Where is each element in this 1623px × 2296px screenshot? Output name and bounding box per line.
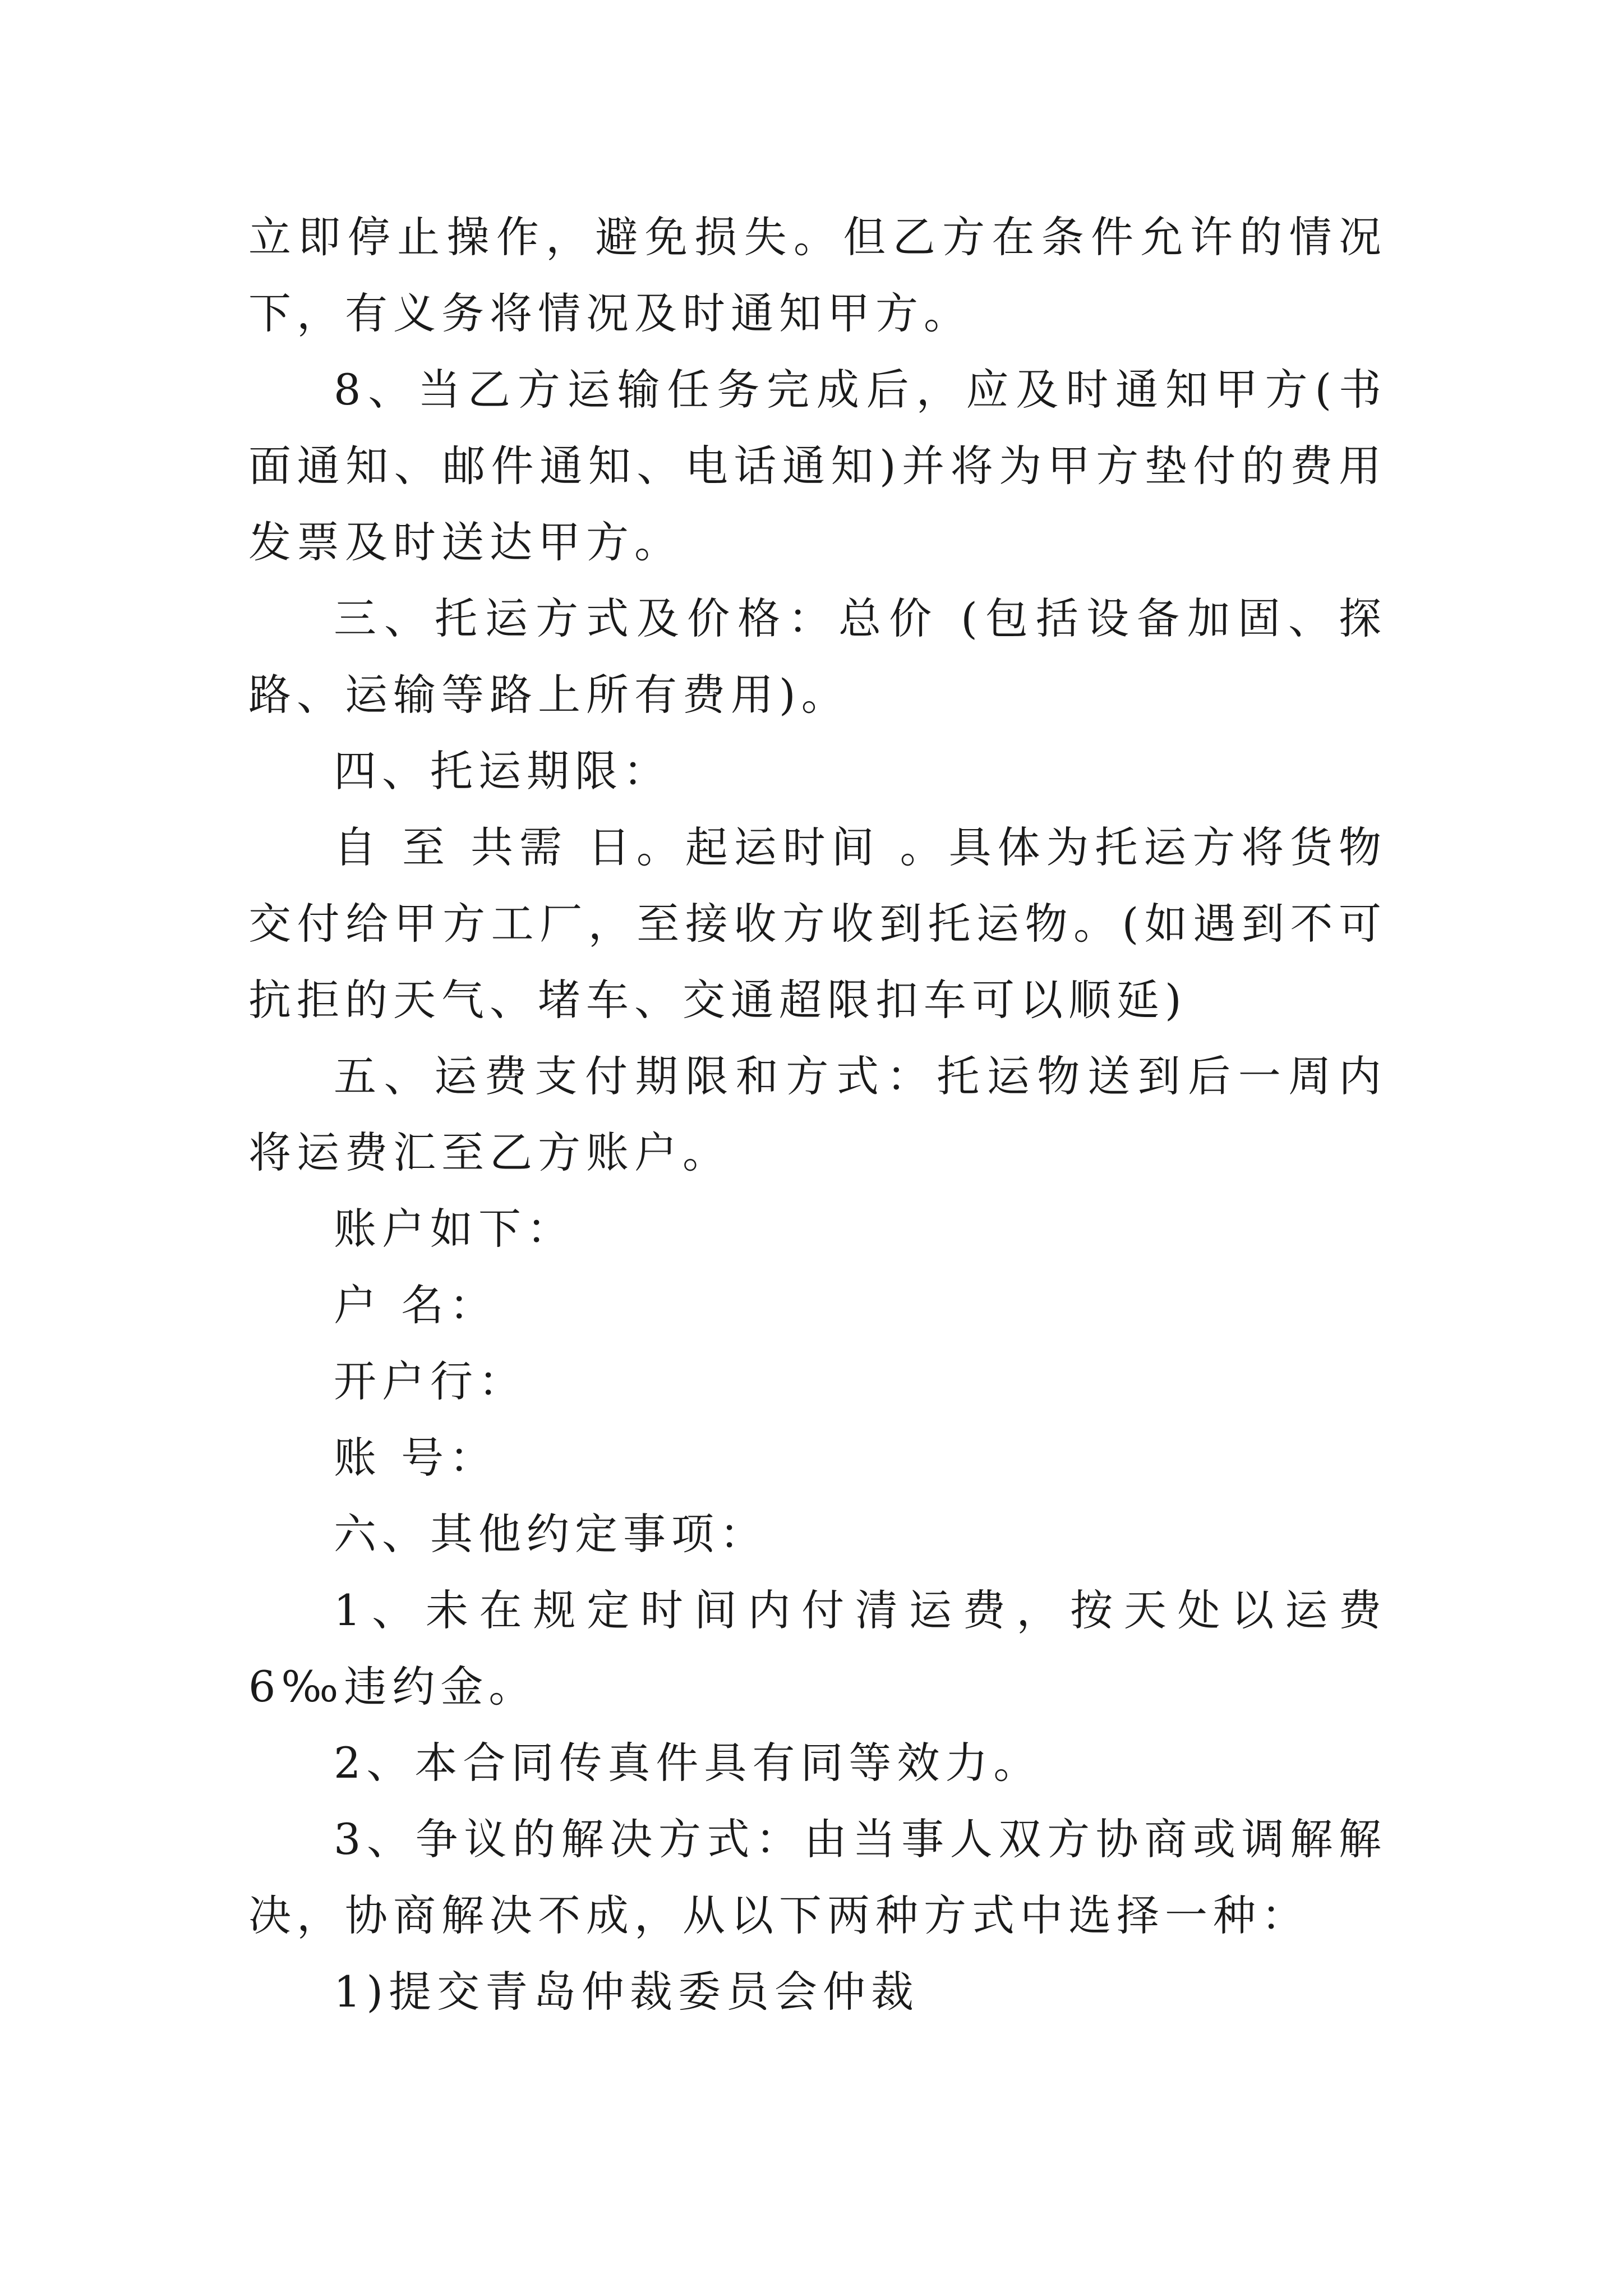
paragraph-account-name: 户 名： <box>334 1280 498 1330</box>
paragraph-section-3: 三、托运方式及价格：总价 (包括设备加固、探路、运输等路上所有费用)。 <box>248 593 1387 720</box>
paragraph-section-6-heading: 六、其他约定事项： <box>334 1509 768 1559</box>
paragraph-continuation: 立即停止操作，避免损失。但乙方在条件允许的情况下，有义务将情况及时通知甲方。 <box>248 212 1387 338</box>
paragraph-account-intro: 账户如下： <box>334 1204 575 1254</box>
paragraph-section-5: 五、运费支付期限和方式：托运物送到后一周内将运费汇至乙方账户。 <box>248 1051 1387 1177</box>
document-body <box>248 199 1387 2030</box>
paragraph-section-4-heading: 四、托运期限： <box>334 746 671 796</box>
paragraph-account-number: 账 号： <box>334 1433 498 1483</box>
paragraph-item-8: 8、当乙方运输任务完成后，应及时通知甲方(书面通知、邮件通知、电话通知)并将为甲方垫付的费用发票及时送达甲方。 <box>248 365 1387 567</box>
paragraph-item-2: 2、本合同传真件具有同等效力。 <box>334 1738 1042 1788</box>
paragraph-item-1: 1、未在规定时间内付清运费，按天处以运费 6‰违约金。 <box>248 1585 1387 1711</box>
paragraph-subitem-1: 1)提交青岛仲裁委员会仲裁 <box>334 1967 920 2017</box>
paragraph-section-4-body: 自 至 共需 日。起运时间 。具体为托运方将货物交付给甲方工厂，至接收方收到托运物。(如遇到不可抗拒的天气、堵车、交通超限扣车可以顺延) <box>248 822 1387 1025</box>
paragraph-item-3: 3、争议的解决方式：由当事人双方协商或调解解决，协商解决不成，从以下两种方式中选择一种： <box>248 1814 1387 1940</box>
paragraph-account-bank: 开户行： <box>334 1356 527 1406</box>
